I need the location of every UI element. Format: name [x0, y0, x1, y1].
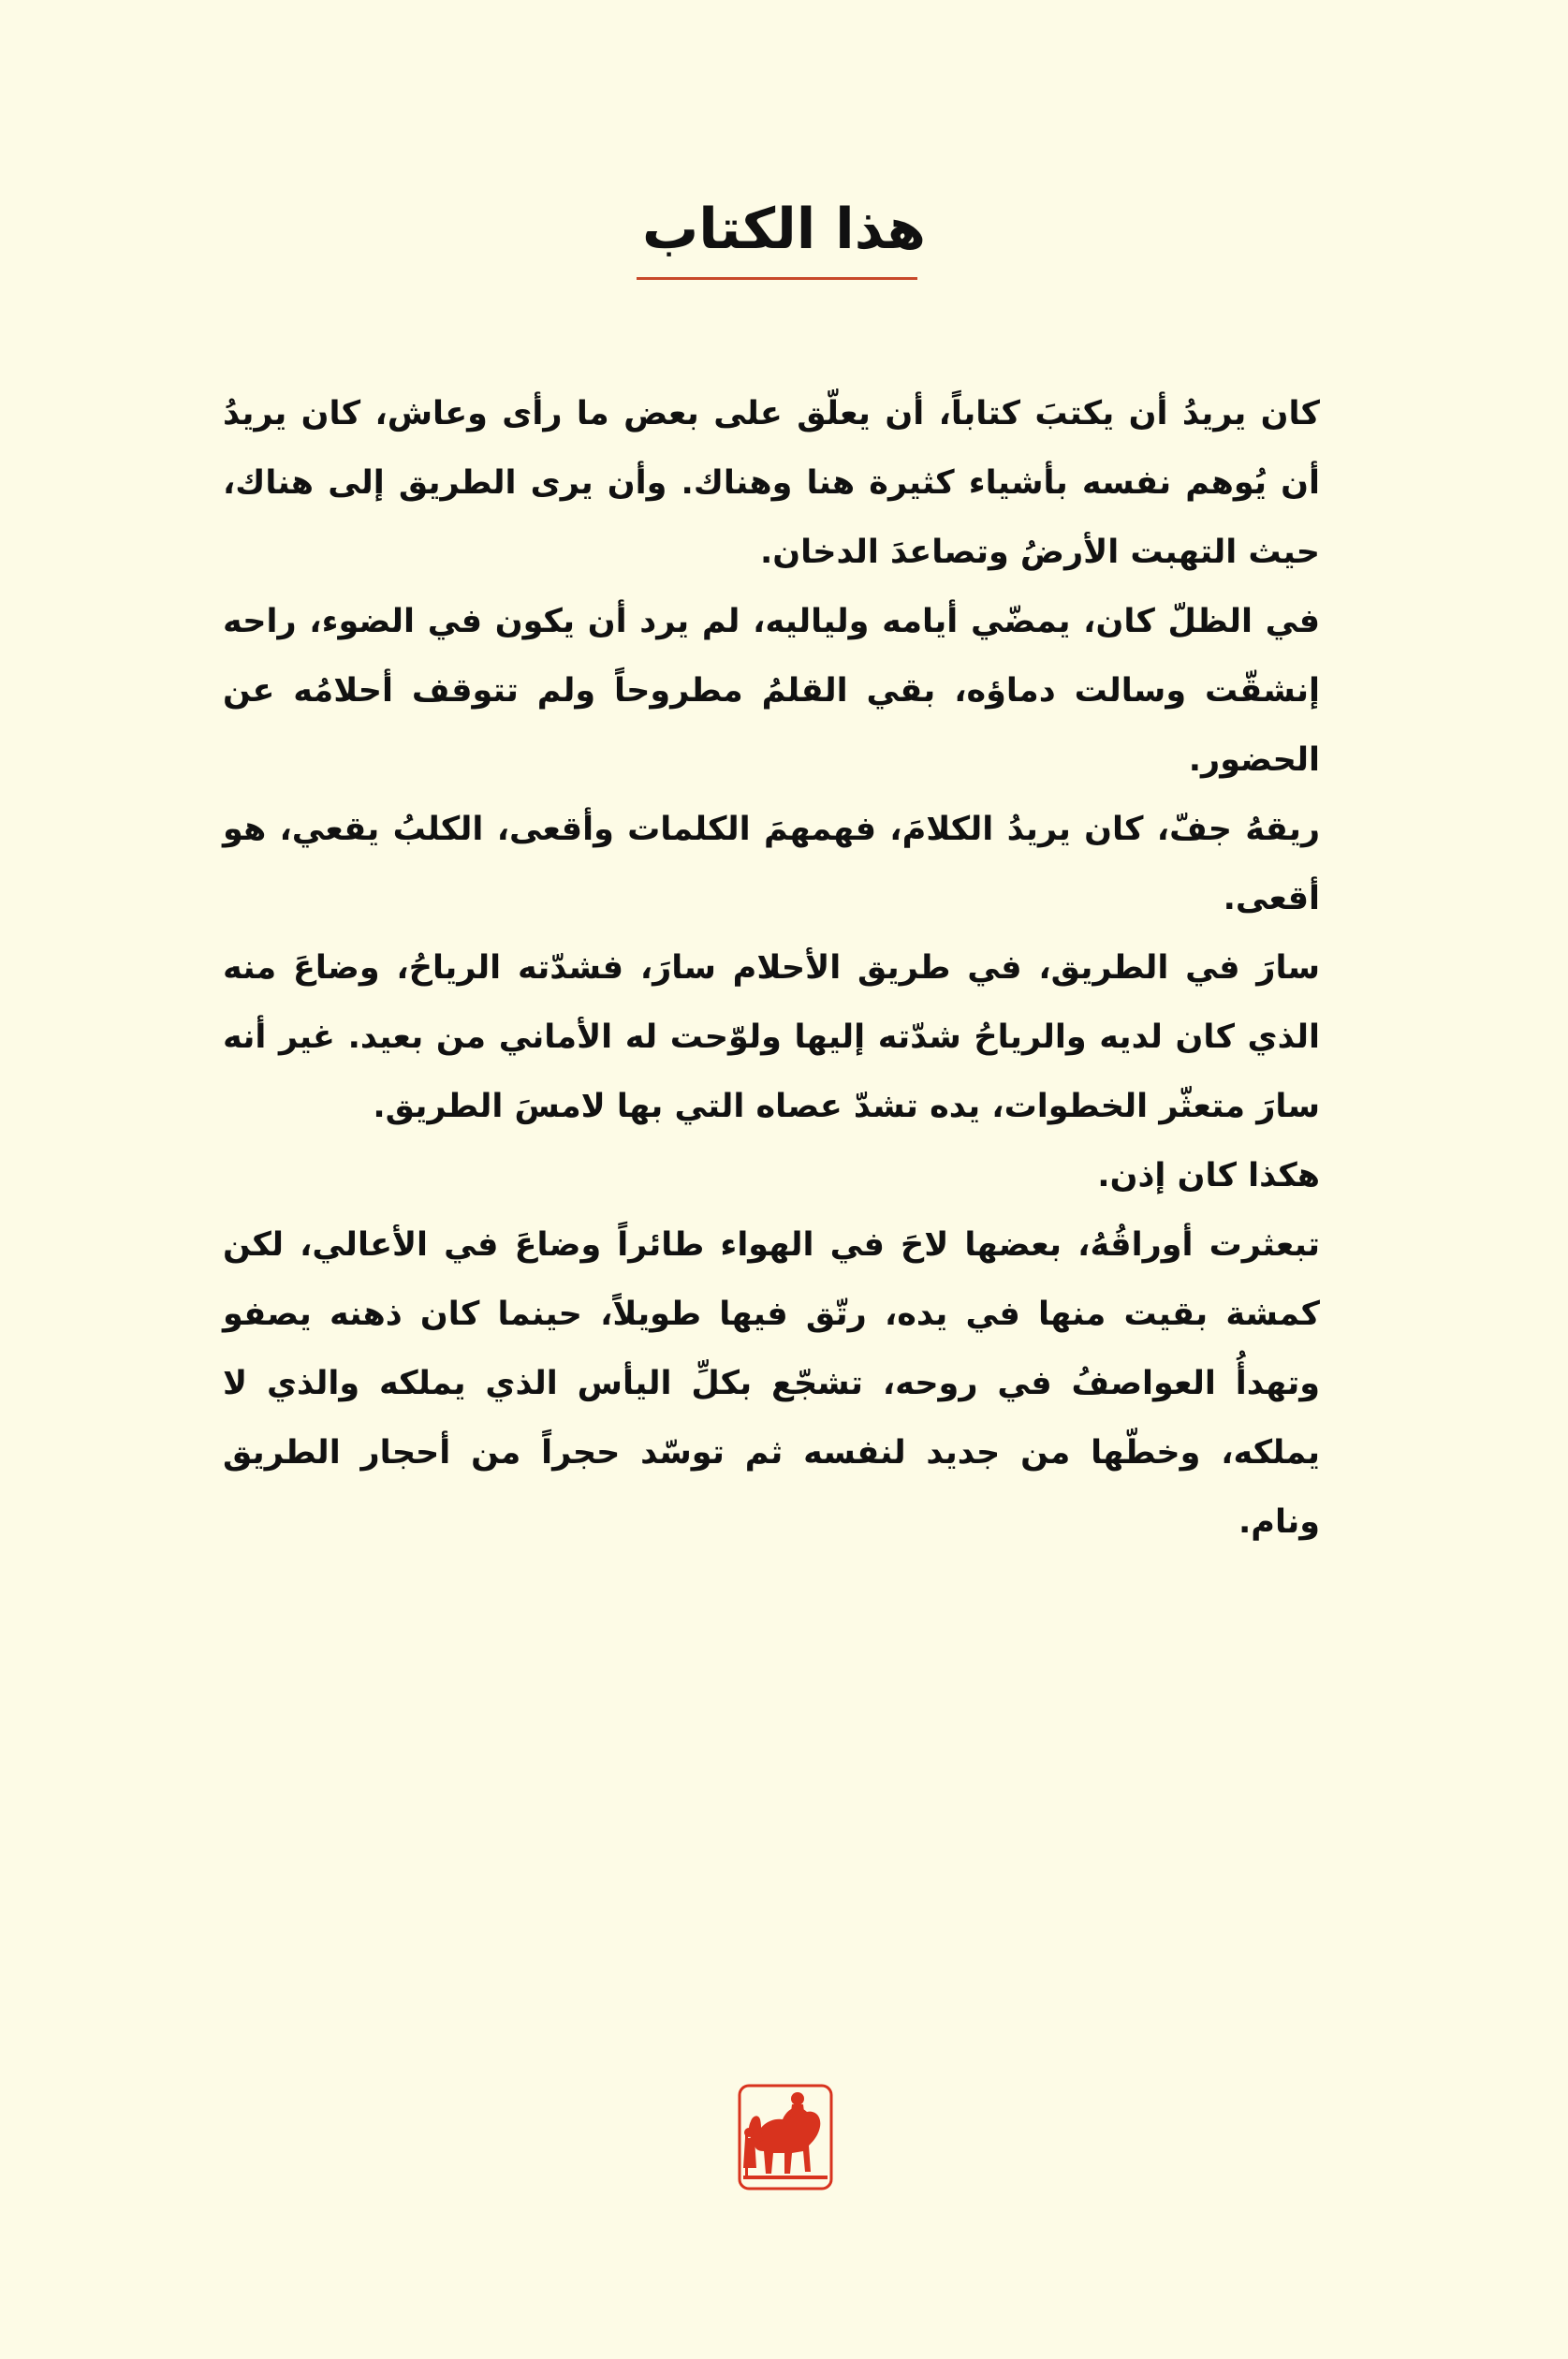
title-underline — [637, 277, 917, 280]
camel-rider-stamp-icon — [726, 2078, 844, 2196]
paragraph: تبعثرت أوراقُهُ، بعضها لاحَ في الهواء طائراً وضاعَ في الأعالي، لكن كمشة بقيت منها في يده، رتّق فيها طويلاً، حينما كان ذهنه يصفو وتهدأُ العواصفُ في روحه، تشجّع بكلِّ اليأس الذي يملكه والذي لا يملكه، وخطّها من جديد لنفسه ثم توسّد حجراً من أحجار الطريق ونام. — [223, 1226, 1320, 1541]
paragraph: ريقهُ جفّ، كان يريدُ الكلامَ، فهمهمَ الكلمات وأقعى، الكلبُ يقعي، هو أقعى. — [223, 811, 1320, 917]
paragraph: في الظلّ كان، يمضّي أيامه ولياليه، لم يرد أن يكون في الضوء، راحه إنشقّت وسالت دماؤه، بقي القلمُ مطروحاً ولم تتوقف أحلامُه عن الحضور. — [223, 603, 1320, 779]
page-title: هذا الكتاب — [641, 197, 927, 262]
paragraph: هكذا كان إذن. — [1097, 1157, 1320, 1194]
body-text — [223, 379, 1320, 1557]
paragraph: سارَ في الطريق، في طريق الأحلام سارَ، فشدّته الرياحُ، وضاعَ منه الذي كان لديه والرياحُ شدّته إليها ولوّحت له الأماني من بعيد. غير أنه سارَ متعثّر الخطوات، يده تشدّ عصاه التي بها لامسَ الطريق. — [223, 949, 1320, 1125]
paragraph: كان يريدُ أن يكتبَ كتاباً، أن يعلّق على بعض ما رأى وعاش، كان يريدُ أن يُوهم نفسه بأشياء كثيرة هنا وهناك. وأن يرى الطريق إلى هناك، حيث التهبت الأرضُ وتصاعدَ الدخان. — [223, 395, 1320, 571]
